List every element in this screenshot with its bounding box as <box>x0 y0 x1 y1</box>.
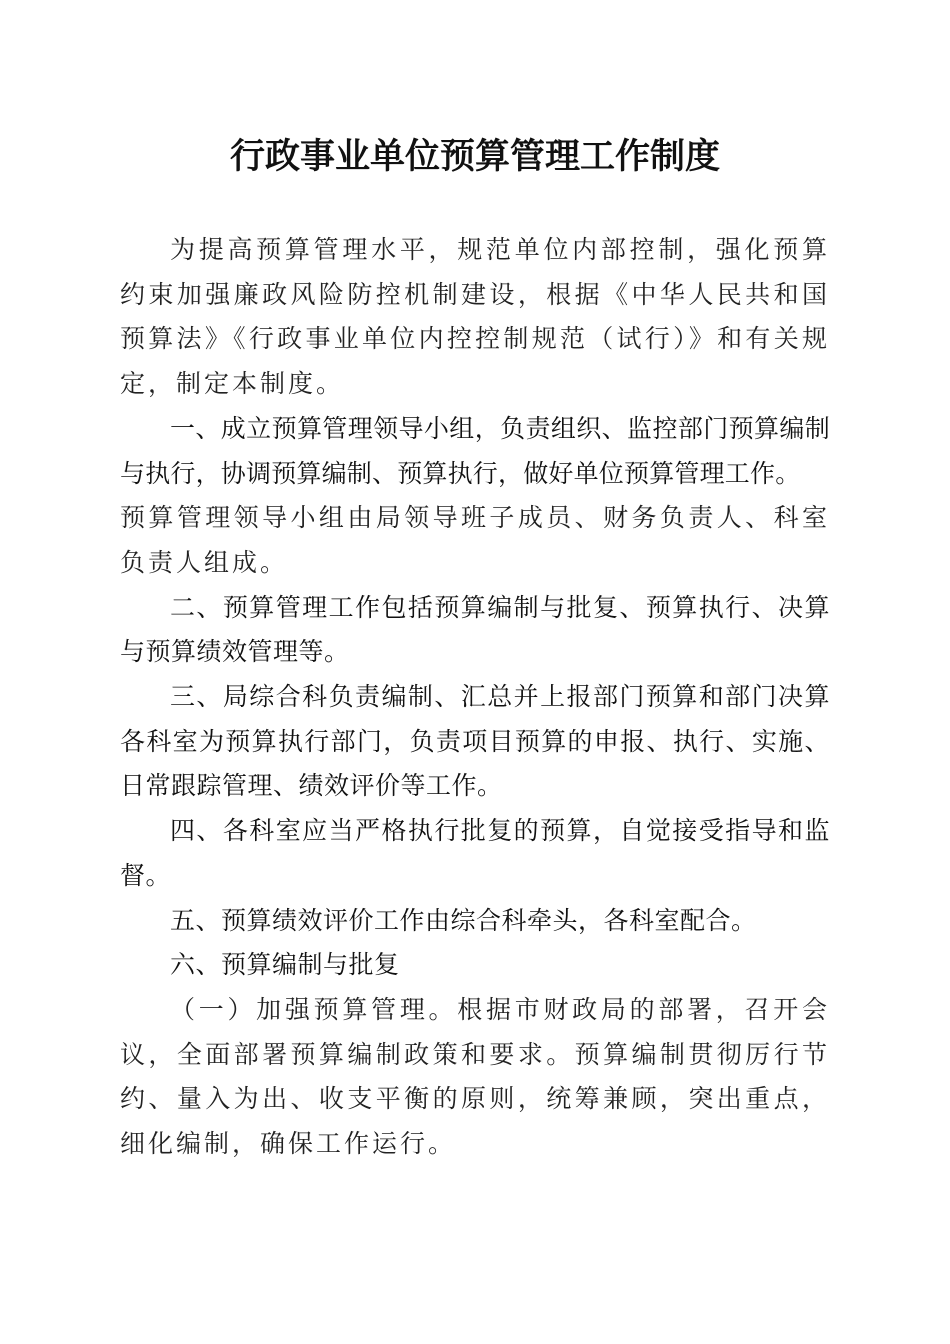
article-six-heading: 六、预算编制与批复 <box>170 950 400 980</box>
article-five-paragraph: 五、预算绩效评价工作由综合科牵头，各科室配合。 <box>170 905 757 935</box>
article-one-paragraph: 一、成立预算管理领导小组，负责组织、监控部门预算编制与执行，协调预算编制、预算执行，做好单位预算管理工作。 <box>120 413 830 488</box>
document-title: 行政事业单位预算管理工作制度 <box>229 136 720 177</box>
article-four-paragraph: 四、各科室应当严格执行批复的预算，自觉接受指导和监督。 <box>120 816 830 890</box>
article-two-paragraph: 二、预算管理工作包括预算编制与批复、预算执行、决算与预算绩效管理等。 <box>120 592 830 667</box>
section-one-paragraph: （一）加强预算管理。根据市财政局的部署，召开会议，全面部署预算编制政策和要求。预算编制贯彻厉行节约、量入为出、收支平衡的原则，统筹兼顾，突出重点，细化编制，确保工作运行。 <box>120 994 830 1159</box>
article-one-continuation: 预算管理领导小组由局领导班子成员、财务负责人、科室负责人组成。 <box>120 503 830 577</box>
document-body <box>120 228 830 1167</box>
intro-paragraph: 为提高预算管理水平，规范单位内部控制，强化预算约束加强廉政风险防控机制建设，根据《中华人民共和国预算法》《行政事业单位内控控制规范（试行）》和有关规定，制定本制度。 <box>120 235 830 399</box>
article-three-paragraph: 三、局综合科负责编制、汇总并上报部门预算和部门决算各科室为预算执行部门，负责项目预算的申报、执行、实施、日常跟踪管理、绩效评价等工作。 <box>120 682 830 801</box>
